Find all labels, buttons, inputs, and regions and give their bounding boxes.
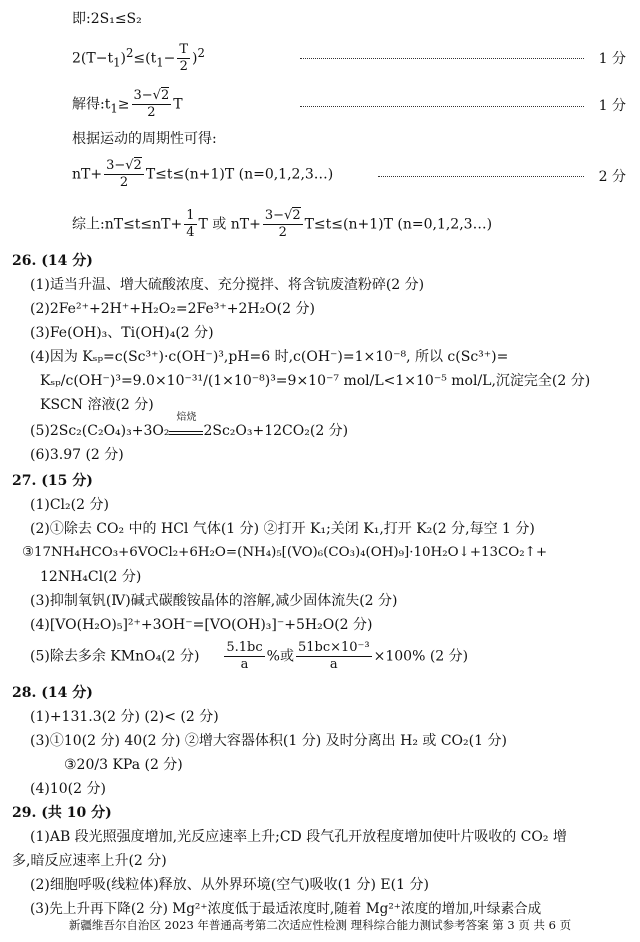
leader-dots <box>378 176 584 177</box>
physics-line-1: 即:2S₁≤S₂ <box>72 11 142 27</box>
q28-answer-4: (4)10(2 分) <box>30 781 106 797</box>
q29-answer-1b: 多,暗反应速率上升(2 分) <box>12 853 167 869</box>
physics-line-5: nT+ $\frac{3-√2}{2}$ T≤t≤(n+1)T (n=0,1,2,3…) <box>72 158 334 190</box>
physics-line-6: 综上:nT≤t≤nT+ $\frac{1}{4}$ T 或 nT+ $\frac{3-√2}{2}$ T≤t≤(n+1)T (n=0,1,2,3…) <box>72 208 493 240</box>
q26-header: 26. (14 分) <box>12 253 93 269</box>
score-label: 1 分 <box>598 51 626 67</box>
q27-answer-2: (2)①除去 CO₂ 中的 HCl 气体(1 分) ②打开 K₁;关闭 K₁,打开 K₂(2 分,每空 1 分) <box>30 521 535 537</box>
q28-answer-3: ③20/3 KPa (2 分) <box>64 757 183 773</box>
q28-answer-1: (1)+131.3(2 分) (2)< (2 分) <box>30 709 219 725</box>
q29-answer-1a: (1)AB 段光照强度增加,光反应速率上升;CD 段气孔开放程度增加使叶片吸收的 CO₂ 增 <box>30 829 567 845</box>
q27-answer-5: (4)[VO(H₂O)₅]²⁺+3OH⁻=[VO(OH)₃]⁻+5H₂O(2 分) <box>30 617 373 633</box>
leader-dots <box>300 58 584 59</box>
q27-answer-6: (5)除去多余 KMnO₄(2 分) $\frac{5.1bc}{a}$ %或 $\frac{\text{51bc×10⁻³}}{a}$ ×100% (2 分) <box>30 640 469 672</box>
q27-answer-4: (3)抑制氧钒(Ⅳ)碱式碳酸铵晶体的溶解,减少固体流失(2 分) <box>30 593 398 609</box>
q26-answer-4a: (4)因为 Kₛₚ=c(Sc³⁺)·c(OH⁻)³,pH=6 时,c(OH⁻)=1×10⁻⁸, 所以 c(Sc³⁺)= <box>30 349 509 365</box>
score-label: 1 分 <box>598 98 626 114</box>
q27-answer-1: (1)Cl₂(2 分) <box>30 497 109 513</box>
page-footer: 新疆维吾尔自治区 2023 年普通高考第二次适应性检测 理科综合能力测试参考答案 第 3 页 共 6 页 <box>68 918 572 932</box>
q26-answer-6: (6)3.97 (2 分) <box>30 447 124 463</box>
q27-answer-3b: 12NH₄Cl(2 分) <box>40 569 142 585</box>
q27-answer-3a: ③17NH₄HCO₃+6VOCl₂+6H₂O=(NH₄)₅[(VO)₆(CO₃)₄(OH)₉]·10H₂O↓+13CO₂↑+ <box>22 545 548 560</box>
q26-answer-1: (1)适当升温、增大硫酸浓度、充分搅拌、将含钪废渣粉碎(2 分) <box>30 277 425 293</box>
physics-line-2: $2(T-t_1)^2\le(t_1-$ $\frac{T}{2}$ )$^2$ <box>72 42 205 74</box>
reaction-condition: 焙烧 <box>176 412 197 423</box>
q28-answer-2: (3)①10(2 分) 40(2 分) ②增大容器体积(1 分) 及时分离出 H₂ 或 CO₂(1 分) <box>30 733 507 749</box>
score-label: 2 分 <box>598 169 626 185</box>
q29-answer-3: (3)先上升再下降(2 分) Mg²⁺浓度低于最适浓度时,随着 Mg²⁺浓度的增加,叶绿素合成 <box>30 901 542 917</box>
q27-header: 27. (15 分) <box>12 473 93 489</box>
q28-header: 28. (14 分) <box>12 685 93 701</box>
q29-answer-2: (2)细胞呼吸(线粒体)释放、从外界环境(空气)吸收(1 分) E(1 分) <box>30 877 429 893</box>
q26-answer-2: (2)2Fe²⁺+2H⁺+H₂O₂=2Fe³⁺+2H₂O(2 分) <box>30 301 315 317</box>
q26-answer-5: (5)2Sc₂(C₂O₄)₃+3O₂ 焙烧 2Sc₂O₃+12CO₂(2 分) <box>30 412 349 439</box>
physics-line-3: 解得$:t_1\ge$ $\frac{3-√2}{2}$ T <box>72 88 183 120</box>
q26-answer-4b: Kₛₚ/c(OH⁻)³=9.0×10⁻³¹/(1×10⁻⁸)³=9×10⁻⁷ mol/L<1×10⁻⁵ mol/L,沉淀完全(2 分) <box>40 373 591 389</box>
q26-answer-3: (3)Fe(OH)₃、Ti(OH)₄(2 分) <box>30 325 214 341</box>
physics-line-4: 根据运动的周期性可得: <box>72 131 217 147</box>
leader-dots <box>300 106 584 107</box>
q26-answer-4c: KSCN 溶液(2 分) <box>40 397 154 413</box>
q29-header: 29. (共 10 分) <box>12 805 112 821</box>
